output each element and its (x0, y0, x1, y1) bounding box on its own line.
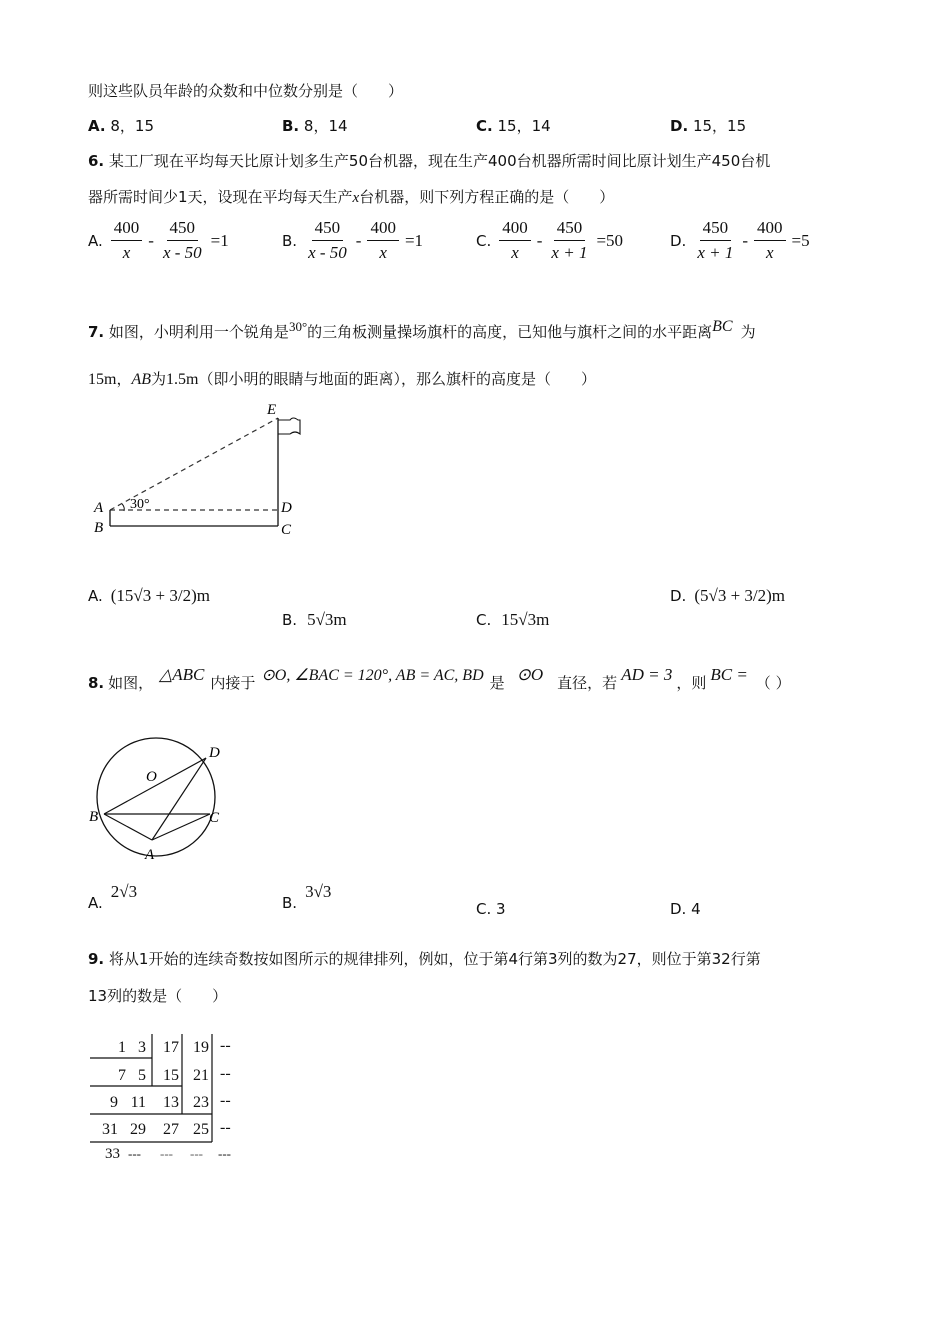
q8-option-c (476, 900, 506, 918)
operator: - (536, 230, 543, 250)
cell-r4c4: 25 (193, 1121, 209, 1138)
cell-r5c2: --- (128, 1146, 141, 1161)
q6-option-a (88, 218, 229, 263)
label-E: E (267, 402, 277, 418)
q7-option-a (88, 586, 210, 606)
label-D: D (209, 745, 220, 761)
q6-text-line2b: 台机器，则下列方程正确的是（ ） (359, 188, 615, 206)
label-angle: 30° (130, 497, 150, 512)
q8-bc: BC = (710, 665, 748, 684)
q8-option-d (670, 900, 701, 918)
rhs: =1 (404, 230, 424, 250)
option-letter: B. (282, 894, 298, 912)
numerator: 400 (111, 218, 143, 241)
cell-r3c1: 9 (110, 1094, 118, 1111)
label-A: A (145, 847, 155, 863)
option-letter: D. (670, 900, 687, 918)
cell-r5c5: --- (218, 1146, 231, 1161)
fraction (305, 218, 350, 263)
q5-stem-tail: 则这些队员年龄的众数和中位数分别是（ ） (88, 82, 404, 100)
q8-condition: ⊙O, ∠BAC = 120°, AB = AC, BD (261, 667, 484, 684)
cell-r2c3: 15 (163, 1067, 179, 1084)
option-letter: C. (476, 231, 492, 250)
option-letter: D. (670, 231, 687, 250)
cell-r1c2: 3 (138, 1039, 146, 1056)
label-B: B (89, 809, 99, 825)
q6-text-line1: 某工厂现在平均每天比原计划多生产50台机器，现在生产400台机器所需时间比原计划生产450台机 (108, 152, 771, 170)
cell-r4c5: -- (220, 1119, 231, 1136)
flag-icon (278, 418, 300, 434)
cell-r2c4: 21 (193, 1067, 209, 1084)
label-O: O (146, 769, 157, 785)
cell-r3c5: -- (220, 1092, 231, 1109)
q6-option-d (670, 218, 810, 263)
q7-text-1c: 为 (740, 323, 756, 341)
q7-angle: 30° (288, 319, 308, 334)
operator: - (742, 230, 749, 250)
operator: - (355, 230, 362, 250)
cell-r3c4: 23 (193, 1094, 209, 1111)
q6-text-line2a: 器所需时间少1天，设现在平均每天生产 (88, 188, 353, 206)
q7-option-b (282, 610, 347, 630)
numerator: 450 (312, 218, 344, 241)
q6-line2 (88, 186, 614, 207)
question-number: 9. (88, 950, 105, 968)
cell-r5c1: 33 (105, 1146, 120, 1162)
label-D: D (281, 500, 292, 516)
option-expression: (5√3 + 3/2)m (694, 586, 786, 605)
option-letter: B. (282, 611, 298, 629)
fraction (694, 218, 736, 263)
fraction (754, 218, 786, 263)
question-number: 6. (88, 152, 105, 170)
q6-option-b (282, 218, 423, 263)
denominator: x - 50 (308, 243, 347, 262)
fraction (160, 218, 205, 263)
option-expression: 15√3m (501, 610, 550, 629)
option-letter: A. (88, 117, 106, 135)
q8-text-6: （ ） (755, 674, 791, 692)
question-number: 7. (88, 323, 105, 341)
option-letter: D. (670, 117, 689, 135)
q5-option-b (282, 115, 348, 136)
fraction (367, 218, 399, 263)
label-C: C (209, 810, 220, 826)
option-expression: 5√3m (307, 610, 347, 629)
q5-option-a (88, 115, 154, 136)
q5-option-d (670, 115, 746, 136)
cell-r1c4: 19 (193, 1039, 209, 1056)
numerator: 400 (499, 218, 531, 241)
option-letter: D. (670, 587, 687, 605)
q8-stem (88, 665, 791, 693)
cell-r1c3: 17 (163, 1039, 179, 1056)
cell-r5c3: --- (160, 1146, 173, 1161)
q7-height: 1.5m (166, 371, 199, 388)
option-letter: C. (476, 900, 492, 918)
denominator: x (122, 243, 131, 262)
q8-option-b (282, 882, 332, 912)
fraction (548, 218, 590, 263)
q7-option-d (670, 586, 785, 606)
option-text: 8，15 (110, 117, 155, 135)
q6-option-c (476, 218, 623, 263)
q8-option-a (88, 882, 138, 912)
q7-flagpole-figure (88, 400, 328, 545)
label-C: C (281, 522, 292, 538)
q8-text-2: 内接于 (210, 674, 256, 692)
q7-bc: BC (712, 318, 733, 335)
denominator: x (511, 243, 519, 262)
cell-r5c4: --- (190, 1146, 203, 1161)
cell-r1c1: 1 (118, 1039, 126, 1056)
q7-option-c (476, 610, 549, 630)
q6-line1 (88, 150, 770, 171)
option-expression: (15√3 + 3/2)m (110, 586, 210, 605)
fraction (111, 218, 143, 263)
q7-line2 (88, 368, 596, 389)
cell-r2c5: -- (220, 1065, 231, 1082)
option-text: 4 (691, 900, 701, 918)
option-text: 15，14 (497, 117, 551, 135)
option-letter: B. (282, 231, 298, 250)
q8-circle-figure (86, 725, 236, 865)
denominator: x + 1 (551, 243, 588, 262)
numerator: 400 (754, 218, 786, 241)
q8-text-1: 如图， (108, 674, 154, 692)
option-text: 8，14 (303, 117, 348, 135)
table-grid-lines (90, 1034, 250, 1164)
rhs: =50 (596, 230, 624, 250)
q9-line1 (88, 948, 761, 969)
comma: ， (116, 370, 132, 388)
q7-text-1a: 如图，小明利用一个锐角是 (108, 323, 289, 341)
q7-text-2a: 为 (151, 370, 167, 388)
numerator: 450 (700, 218, 732, 241)
label-A: A (94, 500, 104, 516)
cell-r4c2: 29 (130, 1121, 146, 1138)
q9-line2: 13列的数是（ ） (88, 987, 228, 1005)
operator: - (148, 230, 154, 250)
q7-ab: AB (131, 371, 152, 388)
cell-r2c2: 5 (138, 1067, 146, 1084)
cell-r4c1: 31 (102, 1121, 118, 1138)
q7-line1 (88, 318, 756, 342)
label-B: B (94, 520, 104, 536)
option-letter: A. (88, 894, 103, 912)
rhs: =5 (791, 230, 810, 250)
numerator: 450 (167, 218, 199, 241)
q8-text-4: 直径，若 (557, 674, 618, 692)
cell-r3c2: 11 (130, 1094, 146, 1111)
q8-text-3: 是 (489, 674, 505, 692)
fraction (499, 218, 531, 263)
option-expression: 3√3 (305, 882, 332, 901)
denominator: x - 50 (162, 243, 202, 262)
option-letter: C. (476, 611, 492, 629)
q8-circle: ⊙O (516, 665, 544, 684)
q7-dist: 15m (88, 371, 117, 388)
option-letter: B. (282, 117, 300, 135)
q9-number-table (90, 1034, 250, 1164)
denominator: x (379, 243, 387, 262)
q7-text-2b: （即小明的眼睛与地面的距离），那么旗杆的高度是（ ） (198, 370, 596, 388)
q6-var: x (352, 190, 360, 206)
option-text: 15，15 (692, 117, 747, 135)
denominator: x + 1 (697, 243, 734, 262)
numerator: 450 (554, 218, 586, 241)
question-number: 8. (88, 674, 105, 692)
denominator: x (766, 243, 774, 262)
q5-option-c (476, 115, 551, 136)
diameter-bd (104, 758, 206, 814)
cell-r3c3: 13 (163, 1094, 179, 1111)
rhs: =1 (210, 230, 229, 250)
q7-text-1b: 的三角板测量操场旗杆的高度，已知他与旗杆之间的水平距离 (307, 323, 713, 341)
cell-r2c1: 7 (118, 1067, 126, 1084)
q9-text-line1: 将从1开始的连续奇数按如图所示的规律排列，例如，位于第4行第3列的数为27，则位于第32行第 (108, 950, 761, 968)
numerator: 400 (367, 218, 399, 241)
option-letter: A. (88, 231, 103, 250)
cell-r4c3: 27 (163, 1121, 179, 1138)
q8-text-5: ，则 (676, 674, 707, 692)
q8-triangle: △ABC (159, 665, 205, 684)
option-expression: 2√3 (110, 882, 138, 901)
cell-r1c5: -- (220, 1037, 231, 1054)
q8-ad: AD = 3 (621, 665, 673, 684)
option-text: 3 (496, 900, 506, 918)
option-letter: A. (88, 587, 103, 605)
option-letter: C. (476, 117, 493, 135)
